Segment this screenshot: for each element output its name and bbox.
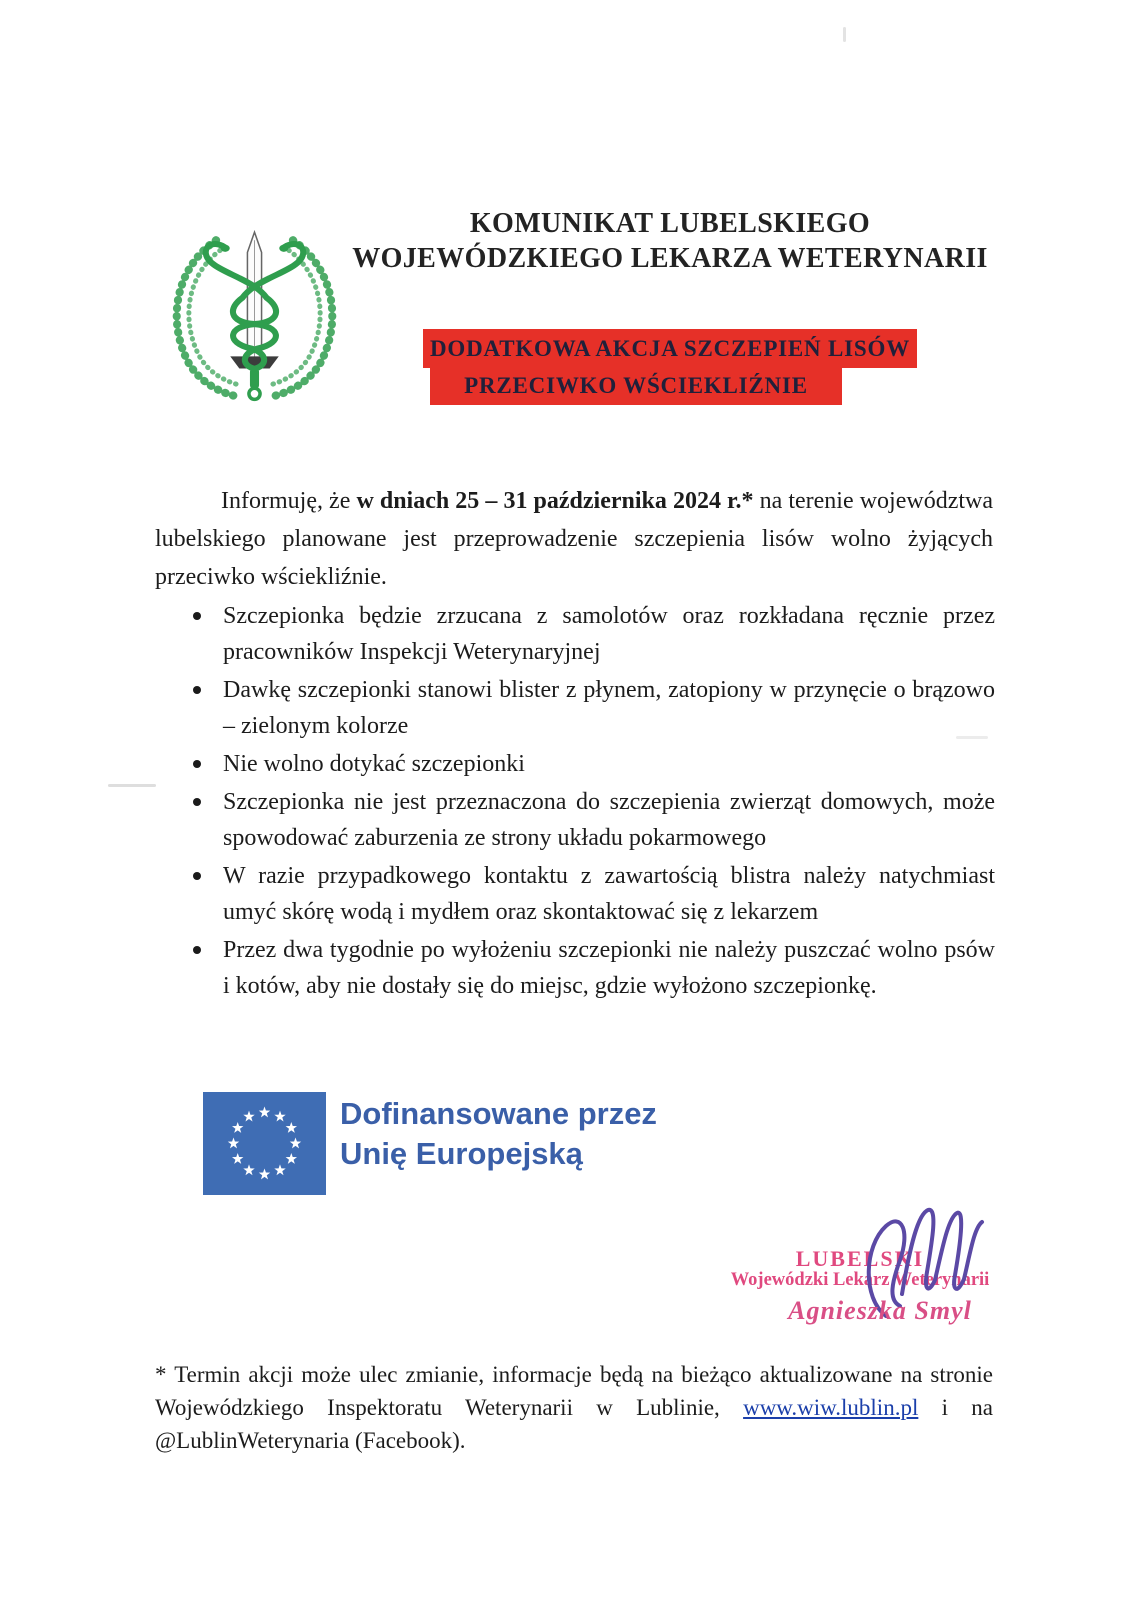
intro-paragraph [155,482,993,596]
bullet-item-5: W razie przypadkowego kontaktu z zawartością blistra należy natychmiast umyć skórę wodą i mydłem oraz skontaktować się z lekarzem [155,858,995,930]
eu-funding-line1: Dofinansowane przez [340,1096,657,1131]
stamp-line1: LUBELSKI [795,1246,925,1271]
scan-artifact [843,27,846,42]
footnote-part2: i na @LublinWeterynaria (Facebook). [155,1395,993,1453]
intro-prefix: Informuję, że [221,488,357,514]
eu-funding-text [340,1094,657,1174]
bullet-item-4: Szczepionka nie jest przeznaczona do szczepienia zwierząt domowych, może spowodować zaburzenia ze strony układu pokarmowego [155,784,995,856]
intro-suffix: na terenie województwa lubelskiego planowane jest przeprowadzenie szczepienia lisów wolno żyjących przeciwko wściekliźnie. [155,488,993,590]
footnote [155,1358,993,1457]
wiw-lublin-link[interactable]: www.wiw.lublin.pl [743,1395,919,1420]
bullet-list [155,598,995,1006]
bullet-item-6: Przez dwa tygodnie po wyłożeniu szczepionki nie należy puszczać wolno psów i kotów, aby nie dostały się do miejsc, gdzie wyłożono szczepionkę. [155,932,995,1004]
bullet-item-2: Dawkę szczepionki stanowi blister z płynem, zatopiony w przynęcie o brązowo – zielonym kolorze [155,672,995,744]
scan-artifact [956,736,988,739]
intro-date-range: w dniach 25 – 31 października 2024 r.* [356,488,754,514]
bullet-item-1: Szczepionka będzie zrzucana z samolotów oraz rozkładana ręcznie przez pracowników Inspekcji Weterynaryjnej [155,598,995,670]
banner-line2: PRZECIWKO WŚCIEKLIŹNIE [430,368,842,405]
veterinary-caduceus-logo-icon [152,220,357,412]
page-title-line1: KOMUNIKAT LUBELSKIEGO [469,208,871,239]
banner-line1: DODATKOWA AKCJA SZCZEPIEŃ LISÓW [423,329,917,368]
stamp-signatory-name: Agnieszka Smyl [788,1296,972,1325]
bullet-item-3: Nie wolno dotykać szczepionki [155,746,995,782]
eu-funding-line2: Unię Europejską [340,1136,583,1171]
stamp-line2: Wojewódzki Lekarz Weterynarii [730,1270,990,1290]
footnote-part1: * Termin akcji może ulec zmianie, informacje będą na bieżąco aktualizowane na stronie Wojewódzkiego Inspektoratu Weterynarii w Lublinie, [155,1362,993,1420]
page-title-line2: WOJEWÓDZKIEGO LEKARZA WETERYNARII [352,243,988,274]
eu-flag-icon [203,1092,326,1195]
scan-artifact [108,784,156,787]
page-title [340,206,1000,276]
